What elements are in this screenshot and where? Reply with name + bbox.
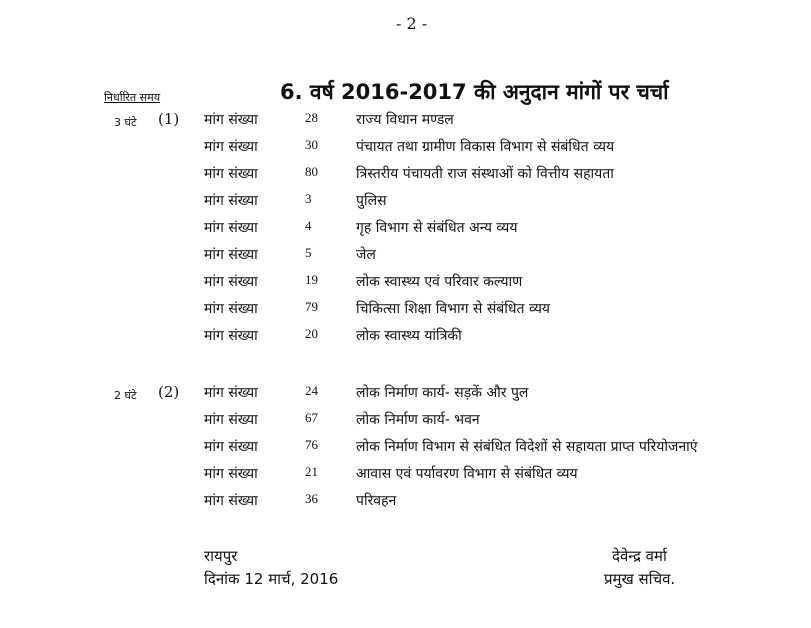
- signatory-name: देवेन्द्र वर्मा: [612, 547, 667, 565]
- demand-number: 3: [305, 191, 312, 206]
- demand-number: 36: [305, 491, 318, 506]
- list-item: [0, 491, 811, 517]
- demand-description: लोक निर्माण कार्य- भवन: [356, 412, 480, 428]
- demand-label: मांग संख्या: [204, 247, 258, 263]
- demand-number: 28: [305, 110, 318, 125]
- demand-label: मांग संख्या: [204, 385, 258, 401]
- list-item: [0, 326, 811, 352]
- demand-description: जेल: [356, 247, 376, 263]
- demand-description: गृह विभाग से संबंधित अन्य व्यय: [356, 220, 518, 236]
- demand-label: मांग संख्या: [204, 112, 258, 128]
- demand-label: मांग संख्या: [204, 139, 258, 155]
- demand-number: 67: [305, 410, 318, 425]
- demand-number: 4: [305, 218, 312, 233]
- demand-label: मांग संख्या: [204, 412, 258, 428]
- demand-description: लोक निर्माण विभाग से संबंधित विदेशों से सहायता प्राप्त परियोजनाएं: [356, 439, 698, 455]
- demand-label: मांग संख्या: [204, 274, 258, 290]
- demand-label: मांग संख्या: [204, 193, 258, 209]
- demand-label: मांग संख्या: [204, 220, 258, 236]
- list-item: [0, 191, 811, 217]
- demand-description: चिकित्सा शिक्षा विभाग से संबंधित व्यय: [356, 301, 550, 317]
- demand-label: मांग संख्या: [204, 493, 258, 509]
- demand-label: मांग संख्या: [204, 328, 258, 344]
- demand-number: 30: [305, 137, 318, 152]
- group-1-number: (1): [158, 110, 180, 128]
- list-item: [0, 299, 811, 325]
- demand-number: 21: [305, 464, 318, 479]
- demand-description: पुलिस: [356, 193, 387, 209]
- demand-number: 79: [305, 299, 318, 314]
- demand-description: त्रिस्तरीय पंचायती राज संस्थाओं को वित्तीय सहायता: [356, 166, 614, 182]
- demand-label: मांग संख्या: [204, 301, 258, 317]
- demand-description: पंचायत तथा ग्रामीण विकास विभाग से संबंधित व्यय: [356, 139, 615, 155]
- demand-label: मांग संख्या: [204, 439, 258, 455]
- group-1-time: 3 घंटे: [114, 116, 137, 129]
- signatory-designation: प्रमुख सचिव.: [604, 570, 676, 588]
- demand-number: 76: [305, 437, 318, 452]
- demand-description: परिवहन: [356, 493, 397, 509]
- demand-label: मांग संख्या: [204, 466, 258, 482]
- list-item: [0, 383, 811, 409]
- demand-number: 24: [305, 383, 318, 398]
- page-number: - 2 -: [396, 14, 428, 33]
- demand-number: 80: [305, 164, 318, 179]
- demand-description: लोक स्वास्थ्य एवं परिवार कल्याण: [356, 274, 523, 290]
- group-2-number: (2): [158, 383, 180, 401]
- document-date: दिनांक 12 मार्च, 2016: [204, 570, 339, 588]
- place-name: रायपुर: [204, 547, 238, 565]
- document-title: 6. वर्ष 2016-2017 की अनुदान मांगों पर चर्चा: [280, 80, 669, 104]
- list-item: [0, 110, 811, 136]
- demand-number: 19: [305, 272, 318, 287]
- demand-number: 5: [305, 245, 312, 260]
- schedule-time-header: निर्धारित समय: [104, 91, 161, 104]
- list-item: [0, 164, 811, 190]
- demand-description: राज्य विधान मण्डल: [356, 112, 454, 128]
- list-item: [0, 137, 811, 163]
- demand-label: मांग संख्या: [204, 166, 258, 182]
- list-item: [0, 272, 811, 298]
- list-item: [0, 410, 811, 436]
- list-item: [0, 245, 811, 271]
- demand-description: लोक निर्माण कार्य- सड़कें और पुल: [356, 385, 529, 401]
- demand-description: आवास एवं पर्यावरण विभाग से संबंधित व्यय: [356, 466, 578, 482]
- list-item: [0, 464, 811, 490]
- list-item: [0, 437, 811, 463]
- demand-description: लोक स्वास्थ्य यांत्रिकी: [356, 328, 462, 344]
- list-item: [0, 218, 811, 244]
- group-2-time: 2 घंटे: [114, 389, 137, 402]
- demand-number: 20: [305, 326, 318, 341]
